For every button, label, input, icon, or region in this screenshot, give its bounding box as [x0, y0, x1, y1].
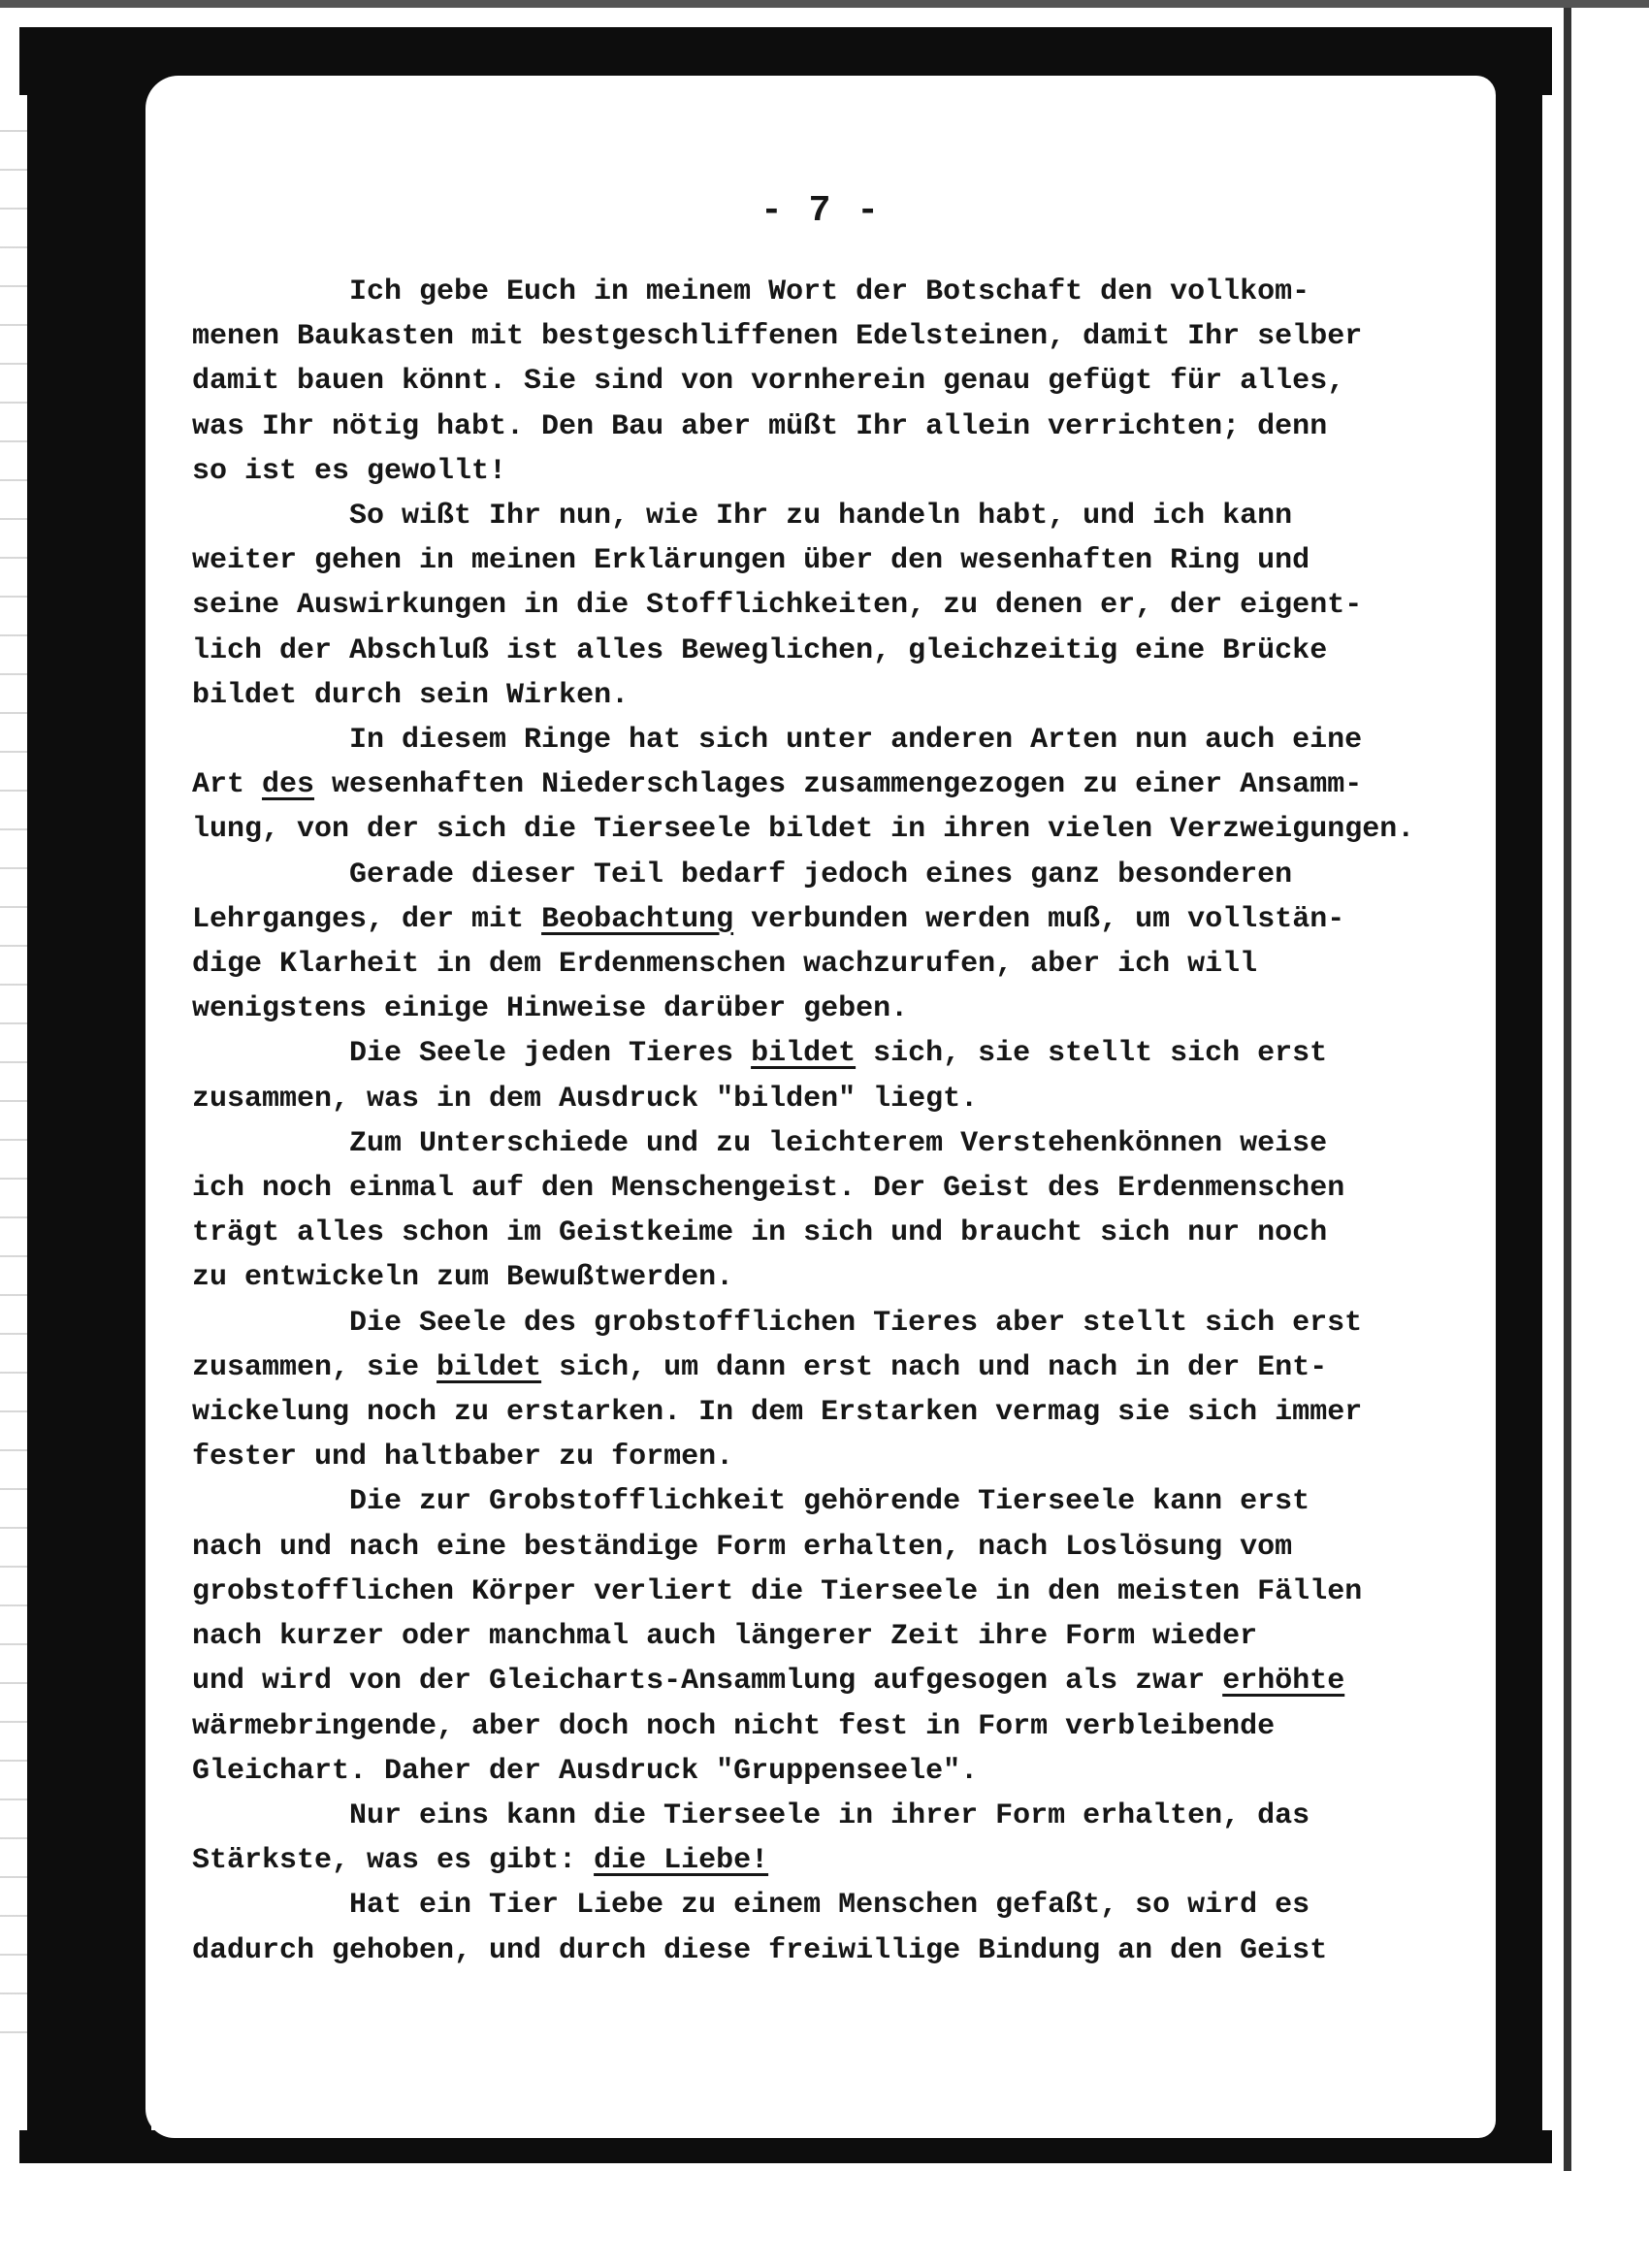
- text-line: [192, 1525, 1482, 1570]
- text-line: [192, 1211, 1482, 1255]
- text-segment: wenigstens einige Hinweise darüber geben.: [192, 992, 909, 1026]
- paragraph: [192, 1794, 1482, 1883]
- text-line: [192, 1883, 1482, 1928]
- text-segment: Die Seele des grobstofflichen Tieres aber stellt sich erst: [349, 1306, 1363, 1340]
- text-line: [192, 1838, 1482, 1883]
- text-segment: Lehrganges, der mit: [192, 902, 542, 936]
- text-segment: Die zur Grobstofflichkeit gehörende Tierseele kann erst: [349, 1485, 1310, 1519]
- underlined-word: bildet: [751, 1037, 857, 1071]
- text-line: [192, 1077, 1482, 1121]
- text-line: [192, 1479, 1482, 1524]
- text-segment: und wird von der Gleicharts-Ansammlung aufgesogen als zwar: [192, 1665, 1223, 1699]
- text-segment: verbunden werden muß, um vollstän-: [733, 902, 1345, 936]
- text-segment: Gerade dieser Teil bedarf jedoch eines ganz besonderen: [349, 858, 1293, 891]
- underlined-word: Beobachtung: [541, 902, 734, 936]
- text-line: [192, 718, 1482, 762]
- text-segment: grobstofflichen Körper verliert die Tierseele in den meisten Fällen: [192, 1574, 1363, 1608]
- text-line: [192, 1794, 1482, 1838]
- text-segment: dadurch gehoben, und durch diese freiwillige Bindung an den Geist: [192, 1933, 1328, 1967]
- text-segment: nach kurzer oder manchmal auch längerer Zeit ihre Form wieder: [192, 1620, 1258, 1654]
- text-segment: Nur eins kann die Tierseele in ihrer Form erhalten, das: [349, 1798, 1310, 1832]
- text-line: [192, 359, 1482, 404]
- scan-speckle: [0, 116, 29, 2057]
- text-line: [192, 270, 1482, 314]
- page-number: - 7 -: [760, 190, 882, 232]
- text-line: [192, 1031, 1482, 1076]
- text-line: [192, 853, 1482, 897]
- text-line: [192, 1659, 1482, 1703]
- text-segment: In diesem Ringe hat sich unter anderen Arten nun auch eine: [349, 724, 1363, 758]
- text-segment: fester und haltbaber zu formen.: [192, 1441, 734, 1474]
- text-segment: trägt alles schon im Geistkeime in sich und braucht sich nur noch: [192, 1216, 1328, 1250]
- text-line: [192, 987, 1482, 1031]
- text-segment: sich, um dann erst nach und nach in der Ent-: [541, 1350, 1328, 1384]
- underlined-word: bildet: [436, 1350, 542, 1384]
- paragraph: [192, 718, 1482, 853]
- text-line: [192, 807, 1482, 852]
- text-line: [192, 1255, 1482, 1300]
- text-line: [192, 1435, 1482, 1479]
- text-line: [192, 629, 1482, 673]
- text-segment: was Ihr nötig habt. Den Bau aber müßt Ihr allein verrichten; denn: [192, 409, 1328, 443]
- text-segment: zusammen, was in dem Ausdruck "bilden" liegt.: [192, 1082, 979, 1116]
- body-text: [192, 270, 1482, 1973]
- scan-edge-top: [0, 0, 1649, 8]
- text-segment: Hat ein Tier Liebe zu einem Menschen gefaßt, so wird es: [349, 1889, 1310, 1923]
- text-line: [192, 762, 1482, 807]
- text-line: [192, 1928, 1482, 1973]
- photocopy-frame-right: [1492, 27, 1542, 2161]
- text-segment: ich noch einmal auf den Menschengeist. Der Geist des Erdenmenschen: [192, 1172, 1345, 1206]
- paragraph: [192, 1883, 1482, 1972]
- text-segment: nach und nach eine beständige Form erhalten, nach Loslösung vom: [192, 1530, 1293, 1564]
- text-segment: Art: [192, 768, 263, 802]
- text-segment: dige Klarheit in dem Erdenmenschen wachzurufen, aber ich will: [192, 948, 1258, 982]
- text-segment: zu entwickeln zum Bewußtwerden.: [192, 1261, 734, 1295]
- text-line: [192, 405, 1482, 449]
- text-line: [192, 1704, 1482, 1749]
- paragraph: [192, 1031, 1482, 1120]
- paragraph: [192, 1479, 1482, 1793]
- text-segment: bildet durch sein Wirken.: [192, 678, 630, 712]
- text-segment: wärmebringende, aber doch noch nicht fest in Form verbleibende: [192, 1709, 1276, 1743]
- text-segment: Ich gebe Euch in meinem Wort der Botschaft den vollkom-: [349, 275, 1310, 308]
- scan-edge-right: [1564, 8, 1571, 2171]
- paragraph: [192, 1121, 1482, 1301]
- text-line: [192, 897, 1482, 942]
- paragraph: [192, 270, 1482, 494]
- text-line: [192, 583, 1482, 628]
- text-line: [192, 1390, 1482, 1435]
- text-segment: menen Baukasten mit bestgeschliffenen Edelsteinen, damit Ihr selber: [192, 320, 1363, 354]
- text-line: [192, 494, 1482, 538]
- photocopy-frame-left: [27, 27, 151, 2161]
- text-line: [192, 1749, 1482, 1794]
- underlined-word: erhöhte: [1222, 1665, 1345, 1699]
- text-segment: Gleichart. Daher der Ausdruck "Gruppenseele".: [192, 1754, 979, 1788]
- text-line: [192, 538, 1482, 583]
- document-page: [146, 76, 1496, 2138]
- text-line: [192, 942, 1482, 987]
- text-line: [192, 1121, 1482, 1166]
- underlined-word: die Liebe!: [594, 1844, 769, 1878]
- text-line: [192, 314, 1482, 359]
- underlined-word: des: [262, 768, 315, 802]
- text-segment: wesenhaften Niederschlages zusammengezogen zu einer Ansamm-: [314, 768, 1363, 802]
- paragraph: [192, 853, 1482, 1032]
- text-segment: Die Seele jeden Tieres: [349, 1037, 752, 1071]
- text-segment: damit bauen könnt. Sie sind von vornherein genau gefügt für alles,: [192, 365, 1345, 399]
- text-segment: weiter gehen in meinen Erklärungen über den wesenhaften Ring und: [192, 544, 1310, 578]
- text-line: [192, 449, 1482, 494]
- text-segment: Zum Unterschiede und zu leichterem Verstehenkönnen weise: [349, 1126, 1328, 1160]
- text-segment: wickelung noch zu erstarken. In dem Erstarken vermag sie sich immer: [192, 1396, 1363, 1430]
- paragraph: [192, 494, 1482, 718]
- text-line: [192, 1570, 1482, 1614]
- text-line: [192, 673, 1482, 718]
- text-line: [192, 1614, 1482, 1659]
- text-segment: zusammen, sie: [192, 1350, 437, 1384]
- text-segment: seine Auswirkungen in die Stofflichkeiten, zu denen er, der eigent-: [192, 589, 1363, 623]
- text-segment: lung, von der sich die Tierseele bildet in ihren vielen Verzweigungen.: [192, 813, 1415, 847]
- paragraph: [192, 1301, 1482, 1480]
- text-line: [192, 1345, 1482, 1390]
- text-line: [192, 1301, 1482, 1345]
- text-segment: so ist es gewollt!: [192, 454, 507, 488]
- text-line: [192, 1166, 1482, 1211]
- text-segment: Stärkste, was es gibt:: [192, 1844, 595, 1878]
- text-segment: lich der Abschluß ist alles Beweglichen, gleichzeitig eine Brücke: [192, 633, 1328, 667]
- text-segment: So wißt Ihr nun, wie Ihr zu handeln habt, und ich kann: [349, 500, 1293, 534]
- text-segment: sich, sie stellt sich erst: [856, 1037, 1328, 1071]
